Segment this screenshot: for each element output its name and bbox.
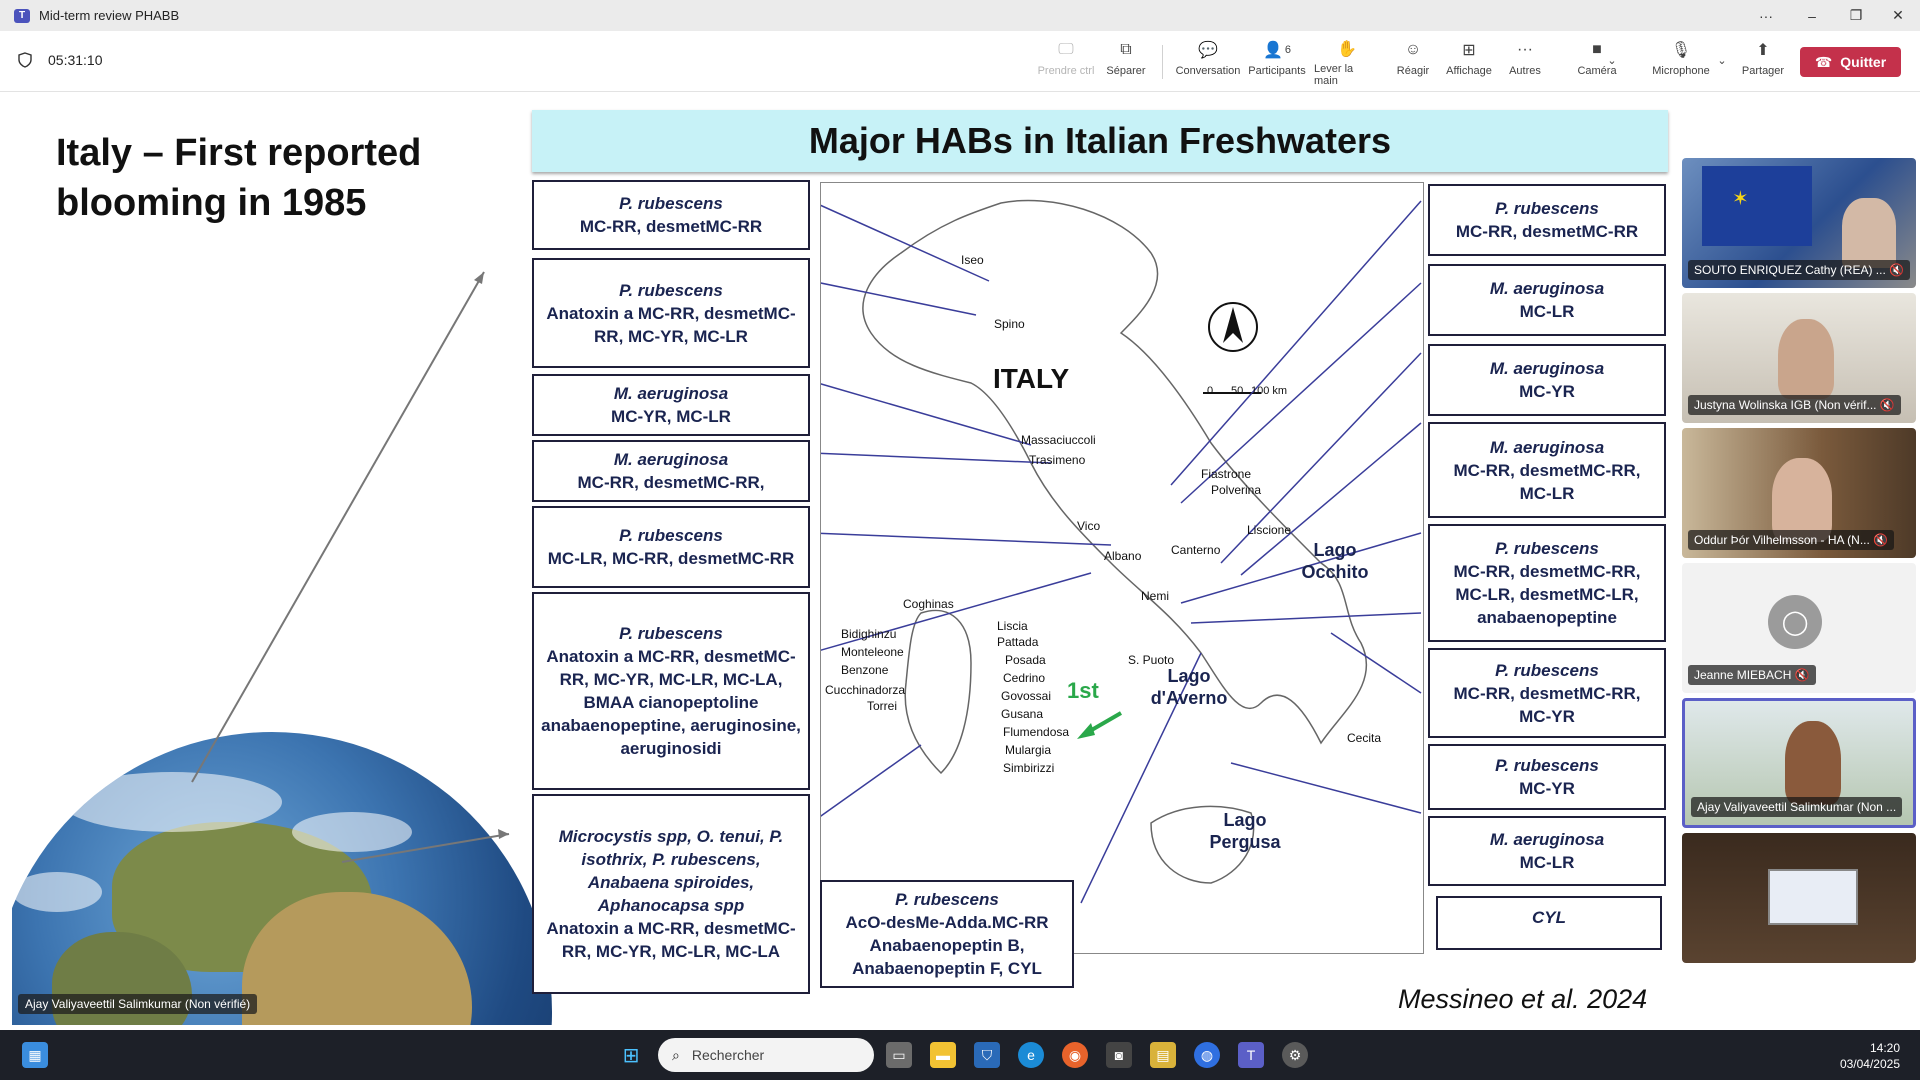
sardinia-lake-label: Gusana [1001,707,1044,721]
species-name: P. rubescens [1495,199,1599,218]
notes-app-icon[interactable]: ▤ [1150,1042,1176,1068]
lake-label: Iseo [961,253,984,267]
window-titlebar [0,0,1920,31]
slide-banner-title: Major HABs in Italian Freshwaters [808,120,1392,161]
species-name: P. rubescens [895,890,999,909]
take-control-label: Prendre ctrl [1037,65,1095,77]
shield-icon [18,52,32,68]
species-box [532,440,810,502]
participant-name: Ajay Valiyaveettil Salimkumar (Non ... [1691,797,1902,817]
species-box [532,506,810,588]
species-box [1436,896,1662,950]
microphone-icon: 🎙 [1670,42,1692,59]
pop-out-label: Séparer [1106,65,1146,77]
lake-label: Trasimeno [1029,453,1086,467]
minimize-button[interactable]: – [1808,7,1816,24]
toolbar-divider [1162,45,1163,79]
lago-pergusa-label: Lago Pergusa [1209,810,1281,852]
toxin-list: Anatoxin a MC-RR, desmetMC-RR, MC-YR, MC-LR [546,303,796,346]
participant-tile[interactable] [1682,293,1916,423]
lake-label: Albano [1104,549,1142,563]
edge-browser-icon[interactable]: e [1018,1042,1044,1068]
participant-name: Oddur Þór Vilhelmsson - HA (N... 🔇 [1688,530,1894,550]
sardinia-lake-label: Bidighinzu [841,627,897,641]
species-box [1428,422,1666,518]
toxin-list: MC-YR [1519,779,1575,798]
species-name: P. rubescens [1495,660,1599,680]
participants-button[interactable] [1244,39,1310,87]
sardinia-lake-label: Liscia [997,619,1028,633]
species-box [1428,744,1666,810]
lake-label: Polverina [1211,483,1262,497]
more-options-icon[interactable]: ··· [1759,7,1773,24]
chat-label: Conversation [1175,65,1241,77]
windows-taskbar [0,1030,1920,1080]
teams-icon: T [14,9,30,23]
zoom-app-icon[interactable]: ◍ [1194,1042,1220,1068]
participant-video [1842,198,1896,268]
species-name: Microcystis spp, O. tenui, P. isothrix, P. rubescens, Anabaena spiroides, Aphanocapsa spp [558,827,784,915]
timer-value: 05:31:10 [48,52,103,68]
species-box [1428,184,1666,256]
room-screen-image [1768,869,1858,925]
slide-citation: Messineo et al. 2024 [1398,984,1648,1014]
shared-screen-stage [0,92,1680,1025]
toxin-list: MC-LR [1519,853,1575,872]
italy-map [820,182,1424,954]
eu-flag-background [1702,166,1812,246]
clock-date: 03/04/2025 [1839,1057,1900,1071]
species-name: M. aeruginosa [613,384,729,403]
species-name: P. rubescens [1495,756,1599,775]
species-box [1428,344,1666,416]
teams-app-icon[interactable]: T [1238,1042,1264,1068]
taskbar-search[interactable] [658,1038,874,1072]
avatar-icon: ◯ [1768,595,1822,649]
species-box [532,180,810,250]
task-view-icon[interactable]: ▭ [886,1042,912,1068]
toxin-list: MC-YR, MC-LR [611,407,731,426]
species-name: P. rubescens [619,194,723,213]
lake-label: Fiastrone [1201,467,1252,481]
firefox-icon[interactable]: ◉ [1062,1042,1088,1068]
species-box [532,592,810,790]
raise-hand-icon: ✋ [1337,41,1357,58]
species-name: P. rubescens [619,280,723,300]
search-icon: ⌕ [672,1046,680,1063]
mic-muted-icon: 🔇 [1889,263,1905,277]
species-box [1428,524,1666,642]
mic-muted-icon: 🔇 [1873,533,1889,547]
take-control-button[interactable] [1033,39,1099,87]
view-label: Affichage [1446,65,1492,77]
windows-start-icon[interactable]: ⊞ [622,1044,640,1067]
camera-app-icon[interactable]: ◙ [1106,1042,1132,1068]
toxin-list: MC-YR [1519,382,1575,401]
microphone-button[interactable] [1648,39,1714,87]
lake-label: S. Puoto [1128,653,1175,667]
smiley-icon: ☺ [1404,41,1422,58]
camera-label: Caméra [1577,65,1617,77]
participant-video [1785,721,1841,805]
toxin-list: MC-RR, desmetMC-RR, MC-LR [1453,460,1641,503]
raise-hand-label: Lever la main [1314,63,1354,87]
toxin-list: MC-LR [1519,302,1575,321]
sardinia-lake-label: Cedrino [1003,671,1046,685]
camera-icon: ■ [1592,41,1602,58]
restore-button[interactable]: ❐ [1849,7,1863,23]
leave-label: Quitter [1840,54,1887,70]
species-name: M. aeruginosa [1489,279,1605,298]
raise-hand-button[interactable] [1314,39,1380,87]
participant-name: SOUTO ENRIQUEZ Cathy (REA) ... 🔇 [1688,260,1910,280]
lake-label: Liscione [1247,523,1292,537]
participants-count: 6 [1284,44,1292,56]
toxin-list: MC-RR, desmetMC-RR, [577,473,765,492]
screen-control-icon: 🖵 [1058,41,1074,58]
species-name: P. rubescens [619,526,723,545]
participant-tile[interactable] [1682,158,1916,288]
people-icon: 👤 6 [1262,42,1292,59]
sardinia-lake-label: Torrei [867,699,898,713]
first-bloom-marker: 1st [1067,678,1099,703]
sardinia-lake-label: Posada [1005,653,1046,667]
sardinia-lake-label: Coghinas [903,597,954,611]
chat-button[interactable] [1175,39,1241,87]
participant-tile[interactable] [1682,833,1916,963]
microphone-label: Microphone [1652,65,1710,77]
toxin-list: Anatoxin a MC-RR, desmetMC-RR, MC-YR, MC-LR, MC-LA [546,919,796,961]
file-explorer-icon[interactable]: ▬ [930,1042,956,1068]
clock-time: 14:20 [1869,1041,1900,1055]
toxin-list: MC-RR, desmetMC-RR [579,217,763,236]
participant-tile[interactable] [1682,563,1916,693]
sardinia-lake-label: Monteleone [841,645,904,659]
species-name: M. aeruginosa [1489,830,1605,849]
species-name: M. aeruginosa [1489,437,1605,457]
lake-label: Vico [1077,519,1101,533]
species-name: P. rubescens [619,624,723,643]
sardinia-lake-label: Simbirizzi [1003,761,1055,775]
participant-name: Justyna Wolinska IGB (Non vérif... 🔇 [1688,395,1901,415]
species-box [1428,816,1666,886]
more-icon: ··· [1517,41,1533,58]
camera-options-chevron[interactable] [1600,39,1624,87]
participant-tile[interactable] [1682,428,1916,558]
species-box [532,374,810,436]
more-label: Autres [1509,65,1541,77]
chevron-down-icon: ⌄ [1717,54,1727,67]
slide-left-title: Italy – First reported blooming in 1985 [56,132,422,224]
lake-label: Spino [994,317,1025,331]
participants-label: Participants [1248,65,1306,77]
chevron-down-icon: ⌄ [1607,54,1617,67]
lago-occhito-label: Lago Occhito [1301,540,1369,582]
sardinia-lake-label: Cucchinadorza [825,683,906,697]
lake-label: Nemi [1141,589,1170,603]
participant-name: Jeanne MIEBACH 🔇 [1688,665,1816,685]
sardinia-lake-label: Govossai [1001,689,1052,703]
settings-gear-icon[interactable]: ⚙ [1282,1042,1308,1068]
share-label: Partager [1741,65,1785,77]
toxin-list: MC-RR, desmetMC-RR, MC-LR, desmetMC-LR, anabaenopeptine [1453,562,1641,627]
taskbar-clock[interactable] [1840,1040,1900,1072]
close-window-button[interactable]: ✕ [1892,7,1904,23]
country-label: ITALY [993,363,1070,394]
toxin-list: MC-LR, MC-RR, desmetMC-RR [547,549,795,568]
toxin-list: MC-RR, desmetMC-RR, MC-YR [1453,683,1641,726]
toxin-list: MC-RR, desmetMC-RR [1455,222,1639,241]
sardinia-lake-label: Flumendosa [1003,725,1070,739]
slide-banner [532,110,1668,172]
grid-view-icon: ⊞ [1462,42,1476,59]
species-name: M. aeruginosa [1489,359,1605,378]
lake-label: Massaciuccoli [1021,433,1096,447]
scale-label-0: 0 [1207,385,1214,397]
participant-video [1778,319,1834,399]
leave-button[interactable] [1800,47,1901,77]
search-placeholder: Rechercher [691,1047,765,1063]
toxin-list: AcO-desMe-Adda.MC-RR Anabaenopeptin B, Anabaenopeptin F, CYL [845,913,1049,978]
sardinia-lake-label: Mulargia [1005,743,1052,757]
pop-out-icon: ⧉ [1120,41,1132,58]
species-box [1428,648,1666,738]
share-button[interactable] [1730,39,1796,87]
widgets-icon[interactable]: ▦ [22,1042,48,1068]
participant-tile-active-speaker[interactable] [1682,698,1916,828]
share-icon: ⬆ [1756,42,1770,59]
scale-label-100: 100 km [1251,385,1288,397]
lago-averno-label: Lago d'Averno [1150,666,1228,708]
species-box [532,794,810,994]
presentation-slide [12,92,1680,1025]
meeting-timer [18,52,103,68]
scale-label-50: 50 [1231,385,1244,397]
species-box [532,258,810,368]
hang-up-icon: ☎ [1814,53,1833,70]
pop-out-button[interactable] [1093,39,1159,87]
species-name: P. rubescens [1495,539,1599,558]
presenter-name-tag: Ajay Valiyaveettil Salimkumar (Non vérifié) [18,994,257,1014]
species-box [820,880,1074,988]
defender-icon[interactable]: ⛉ [974,1042,1000,1068]
window-title: Mid-term review PHABB [39,8,180,23]
chat-icon: 💬 [1198,42,1218,59]
react-label: Réagir [1396,65,1430,77]
mic-muted-icon: 🔇 [1794,668,1810,682]
more-button[interactable] [1492,39,1558,87]
meeting-toolbar [0,31,1920,92]
species-name: M. aeruginosa [613,450,729,469]
species-box [1428,264,1666,336]
star-icon: ✶ [1732,188,1749,210]
toxin-list: Anatoxin a MC-RR, desmetMC-RR, MC-YR, MC-LR, MC-LA, BMAA cianopeptoline anabaenopeptine, aeruginosine, aeruginosidi [541,647,801,758]
toxin-list: CYL [1532,908,1566,927]
sardinia-lake-label: Pattada [997,635,1039,649]
lake-label: Cecita [1347,731,1382,745]
lake-label: Canterno [1171,543,1221,557]
sardinia-lake-label: Benzone [841,663,889,677]
mic-muted-icon: 🔇 [1879,398,1895,412]
